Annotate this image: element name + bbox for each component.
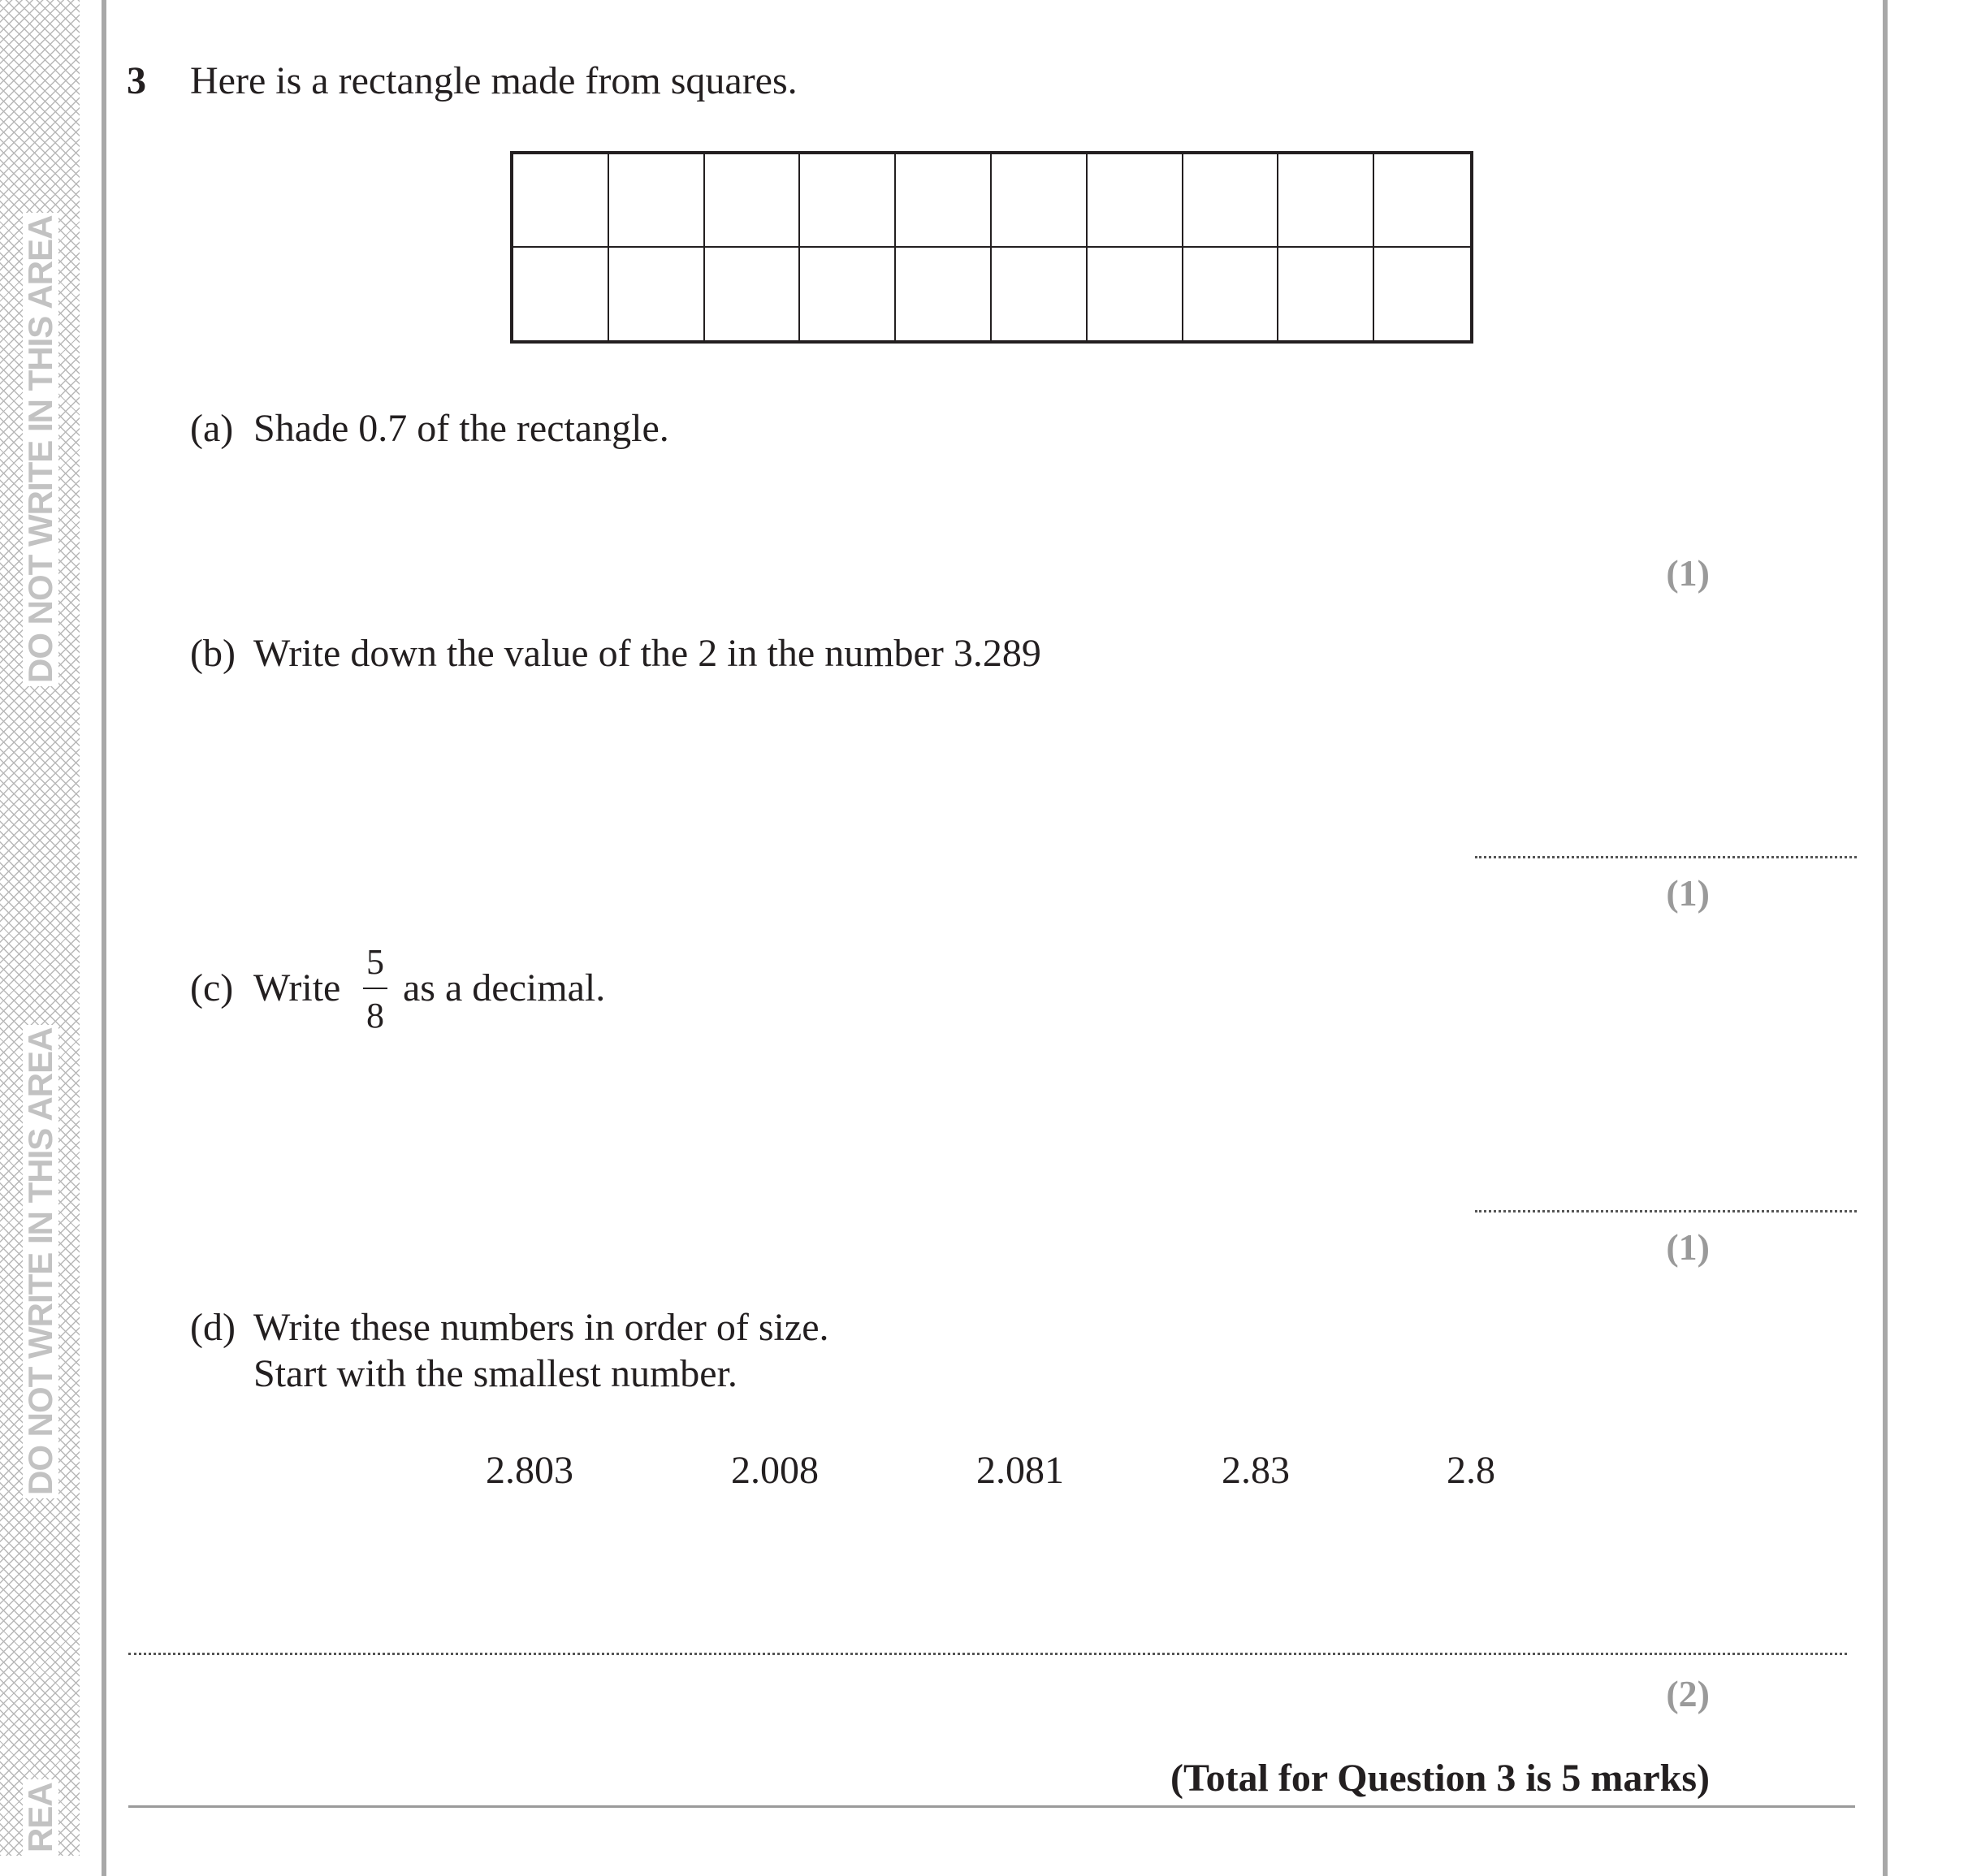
question-stem: Here is a rectangle made from squares. [190,59,798,102]
part-d-answer-line[interactable] [128,1653,1847,1655]
part-a-label: (a) [190,407,234,450]
fraction-bar [363,988,387,989]
part-c-text-after: as a decimal. [403,966,606,1009]
question-end-rule [128,1805,1855,1808]
part-a-marks: (1) [1666,552,1710,594]
grid-square[interactable] [1278,248,1374,341]
grid-square[interactable] [1183,248,1279,341]
part-d-line1: Write these numbers in order of size. [253,1306,829,1349]
grid-square[interactable] [513,248,609,341]
do-not-write-margin [0,0,80,1856]
grid-square[interactable] [896,248,992,341]
part-c-answer-line[interactable] [1475,1210,1857,1212]
fraction [361,942,389,1036]
grid-square[interactable] [992,154,1088,248]
fraction-numerator: 5 [366,942,384,982]
grid-square[interactable] [1374,248,1470,341]
grid-square[interactable] [513,154,609,248]
grid-square[interactable] [1088,248,1183,341]
part-a-text: Shade 0.7 of the rectangle. [253,407,669,450]
grid-square[interactable] [992,248,1088,341]
square-grid[interactable] [510,151,1473,344]
part-c-text-before: Write [253,966,341,1009]
grid-square[interactable] [800,154,896,248]
grid-square[interactable] [1183,154,1279,248]
number-to-order: 2.081 [976,1449,1064,1492]
margin-warning-top: DO NOT WRITE IN THIS AREA [23,213,58,686]
grid-square[interactable] [705,248,801,341]
grid-square[interactable] [705,154,801,248]
number-to-order: 2.83 [1222,1449,1290,1492]
part-c-label: (c) [190,966,234,1009]
part-b-answer-line[interactable] [1475,856,1857,858]
grid-square[interactable] [896,154,992,248]
part-b-text: Write down the value of the 2 in the number 3.289 [253,632,1041,675]
part-d-marks: (2) [1666,1673,1710,1714]
number-to-order: 2.008 [731,1449,819,1492]
grid-square[interactable] [800,248,896,341]
part-b-marks: (1) [1666,872,1710,914]
grid-square[interactable] [609,248,705,341]
grid-square[interactable] [1278,154,1374,248]
part-b-label: (b) [190,632,236,675]
part-c-marks: (1) [1666,1226,1710,1268]
margin-warning-bottom: REA [23,1779,58,1856]
grid-square[interactable] [1088,154,1183,248]
margin-warning-middle: DO NOT WRITE IN THIS AREA [23,1025,58,1498]
fraction-denominator: 8 [366,996,384,1035]
question-number: 3 [127,59,146,102]
number-to-order: 2.8 [1447,1449,1495,1492]
number-to-order: 2.803 [486,1449,573,1492]
part-d-label: (d) [190,1306,236,1349]
grid-square[interactable] [1374,154,1470,248]
part-d-line2: Start with the smallest number. [253,1352,737,1395]
question-total: (Total for Question 3 is 5 marks) [1170,1757,1710,1800]
grid-square[interactable] [609,154,705,248]
